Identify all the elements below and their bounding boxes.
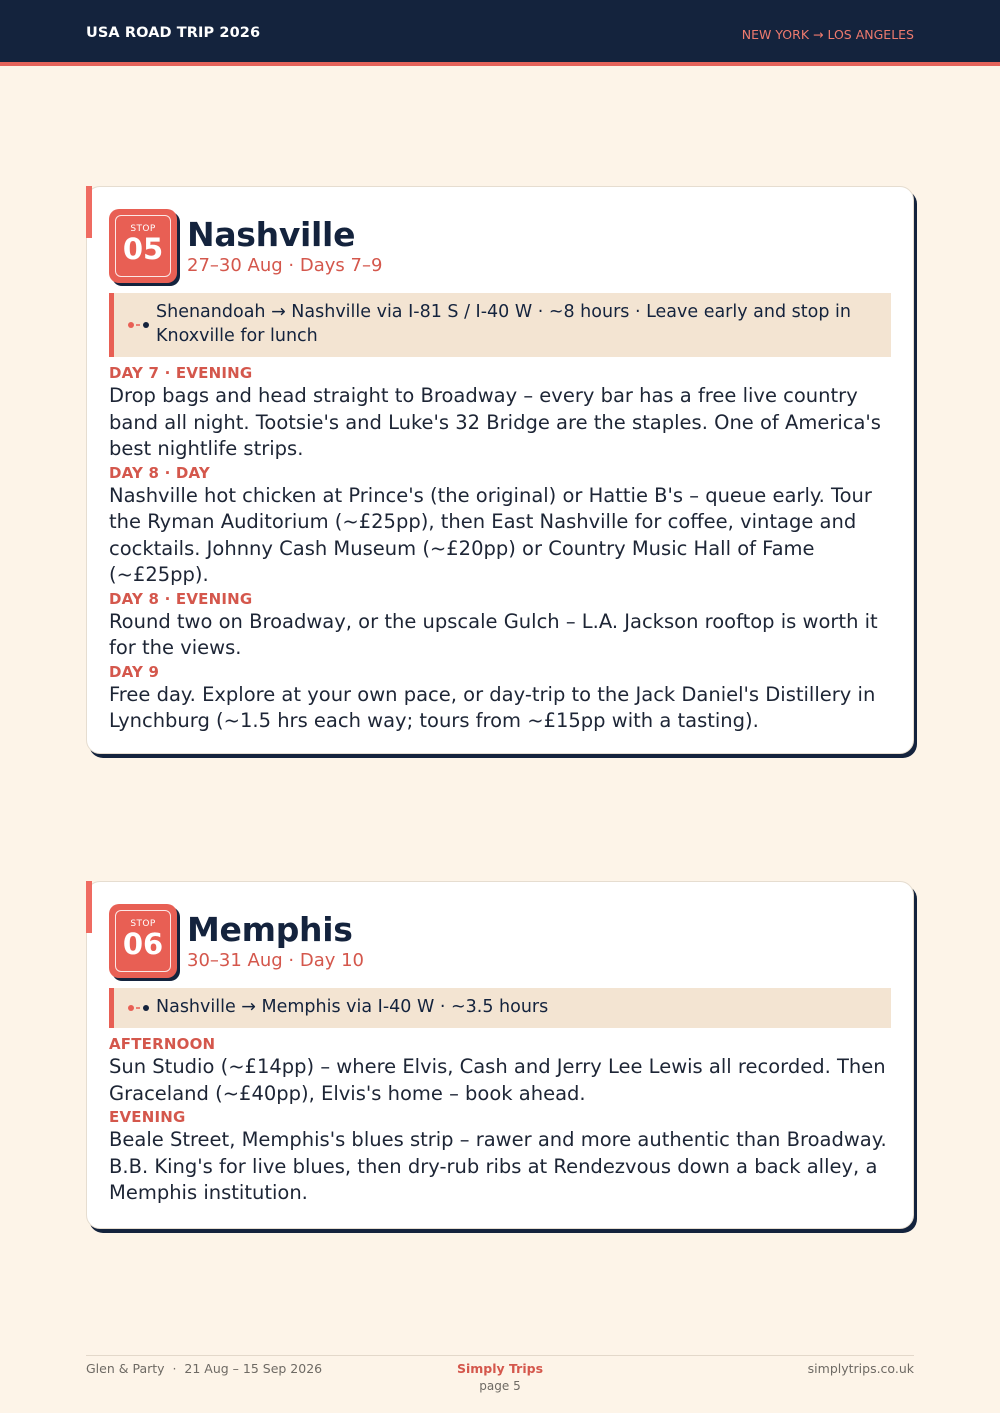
itinerary-entries	[109, 363, 899, 735]
stop-number: 06	[122, 927, 164, 961]
footer-brand: Simply Trips	[456, 1361, 544, 1376]
entry-label: DAY 8 · DAY	[109, 463, 210, 482]
route-dots-icon	[127, 1003, 153, 1013]
footer-website[interactable]: simplytrips.co.uk	[807, 1361, 914, 1376]
drive-text: Shenandoah → Nashville via I-81 S / I-40 W · ~8 hours · Leave early and stop in Knoxville for lunch	[156, 302, 851, 346]
stop-city: Nashville	[187, 215, 356, 254]
stop-number: 05	[122, 232, 164, 266]
entry-label: DAY 7 · EVENING	[109, 364, 253, 382]
entry-text: Free day. Explore at your own pace, or day-trip to the Jack Daniel's Distillery in Lynchburg (~1.5 hrs each way; tours from ~£15pp with a tasting).	[109, 682, 876, 732]
footer-center	[400, 1361, 600, 1393]
stop-dates: 27–30 Aug · Days 7–9	[187, 255, 383, 276]
card-accent	[86, 881, 92, 933]
drive-text: Nashville → Memphis via I-40 W · ~3.5 hours	[156, 997, 549, 1017]
stop-badge	[109, 904, 177, 978]
trip-route: NEW YORK → LOS ANGELES	[741, 27, 914, 42]
stop-city: Memphis	[187, 910, 353, 949]
page-number: page 5	[479, 1379, 521, 1393]
footer-travellers: Glen & Party · 21 Aug – 15 Sep 2026	[86, 1361, 323, 1376]
entry-text: Beale Street, Memphis's blues strip – rawer and more authentic than Broadway. B.B. King's for live blues, then dry-rub ribs at Rendezvous down a back alley, a Memphis institution.	[109, 1128, 887, 1204]
stop-card-nashville	[86, 186, 914, 754]
entry-text: Nashville hot chicken at Prince's (the original) or Hattie B's – queue early. Tour the Ryman Auditorium (~£25pp), then East Nashville for coffee, vintage and cocktails. Johnny Cash Museum (~£20pp) or Country Music Hall of Fame (~£25pp).	[109, 483, 872, 586]
footer-divider	[86, 1355, 914, 1356]
trip-title: USA ROAD TRIP 2026	[86, 25, 261, 41]
header-bar	[0, 0, 1000, 62]
card-accent	[86, 186, 92, 238]
entry-text: Round two on Broadway, or the upscale Gulch – L.A. Jackson rooftop is worth it for the views.	[109, 609, 878, 659]
entry-label: DAY 9	[109, 662, 160, 681]
stop-badge-label: STOP	[130, 224, 156, 234]
stop-dates: 30–31 Aug · Day 10	[187, 950, 365, 971]
entry-text: Drop bags and head straight to Broadway – every bar has a free live country band all night. Tootsie's and Luke's 32 Bridge are the staples. One of America's best nightlife strips.	[109, 384, 881, 460]
entry-label: DAY 8 · EVENING	[109, 589, 253, 608]
stop-badge-label: STOP	[130, 919, 156, 929]
entry-label: AFTERNOON	[109, 1035, 216, 1053]
drive-info	[109, 293, 891, 357]
stop-badge	[109, 209, 177, 283]
entry-label: EVENING	[109, 1108, 186, 1126]
header-accent-line	[0, 62, 1000, 66]
stop-card-memphis	[86, 881, 914, 1229]
route-dots-icon	[127, 320, 153, 330]
entry-text: Sun Studio (~£14pp) – where Elvis, Cash and Jerry Lee Lewis all recorded. Then Graceland (~£40pp), Elvis's home – book ahead.	[109, 1055, 886, 1105]
drive-info	[109, 988, 891, 1028]
itinerary-entries	[109, 1034, 899, 1207]
